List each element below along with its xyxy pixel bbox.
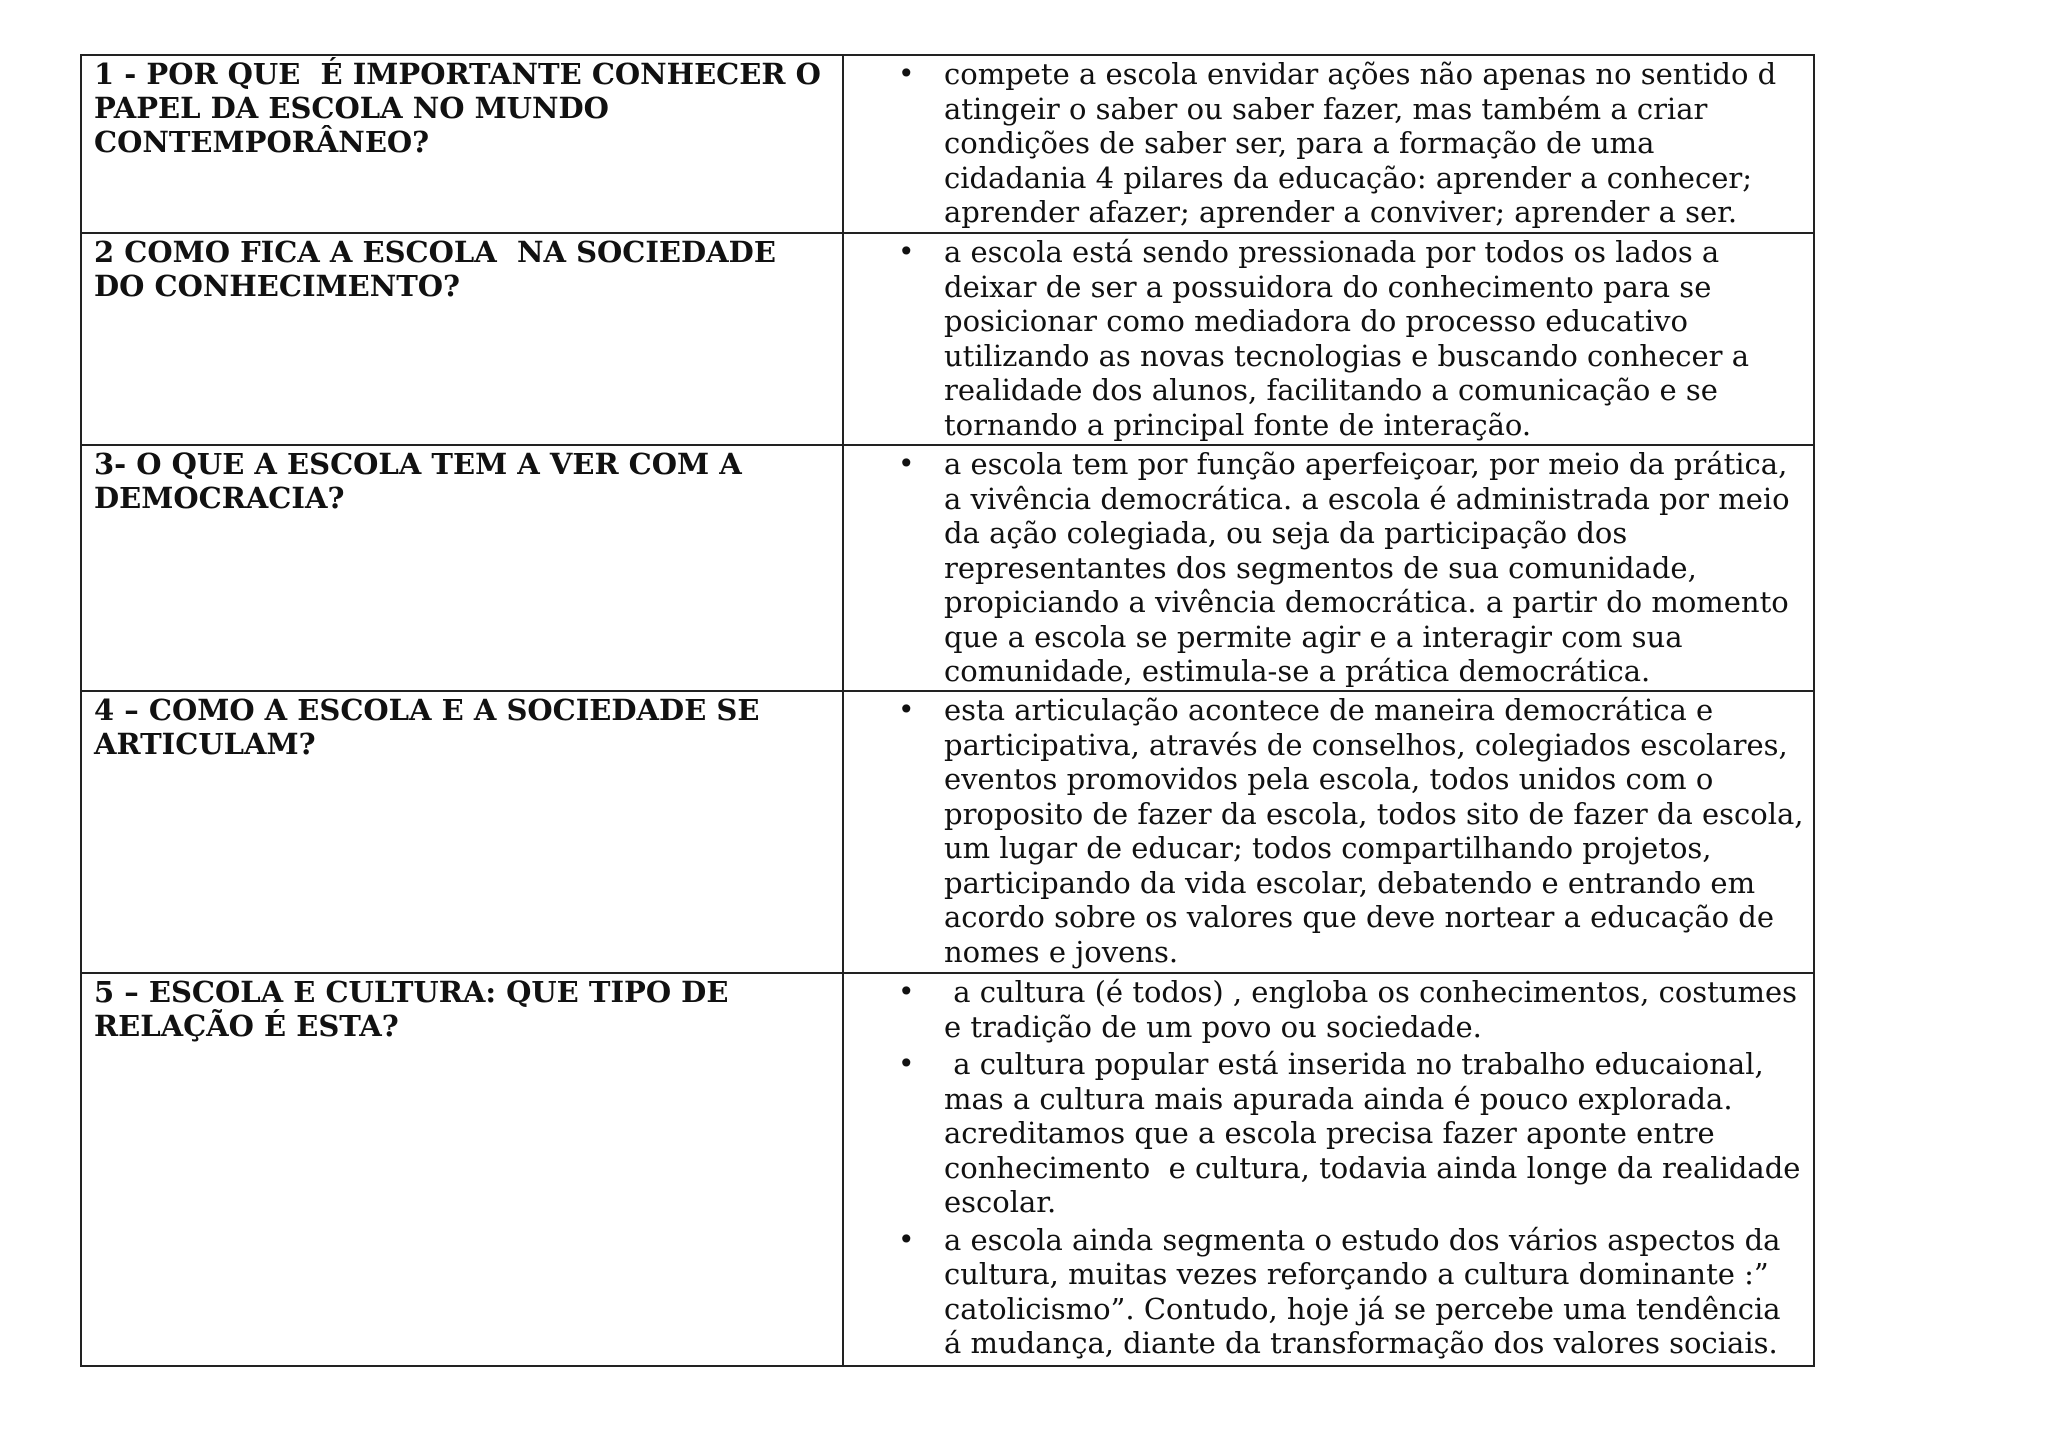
answer-text: a cultura popular está inserida no trabalho educaional, mas a cultura mais apurada ainda é pouco explorada. acreditamos que a escola precisa fazer aponte entre conhecimento e cultura, todavia ainda longe da realidade escolar.: [944, 1047, 1810, 1219]
answer-item: [844, 1047, 1810, 1220]
answer-text: a escola tem por função aperfeiçoar, por meio da prática, a vivência democrática. a escola é administrada por meio da ação colegiada, ou seja da participação dos representantes dos segmentos de sua comunidade, propiciando a vivência democrática. a partir do momento que a escola se permite agir e a interagir com sua comunidade, estimula-se a prática democrática.: [944, 447, 1799, 688]
question-text: 5 – ESCOLA E CULTURA: QUE TIPO DE RELAÇÃO É ESTA?: [94, 975, 739, 1043]
answer-text: a cultura (é todos) , engloba os conhecimentos, costumes e tradição de um povo ou sociedade.: [944, 975, 1807, 1044]
table-row-4: [81, 691, 1814, 973]
bullet-icon: •: [898, 1047, 915, 1080]
answer-item: [844, 235, 1805, 442]
answer-list: [844, 56, 1813, 230]
bullet-icon: •: [898, 57, 915, 90]
answer-item: [844, 57, 1805, 230]
question-cell: [81, 55, 843, 233]
answer-cell: [843, 445, 1814, 691]
question-text: 4 – COMO A ESCOLA E A SOCIEDADE SE ARTICULAM?: [94, 693, 770, 761]
question-cell: [81, 973, 843, 1366]
answer-item: [844, 693, 1813, 969]
answer-cell: [843, 233, 1814, 445]
answer-cell: [843, 691, 1814, 973]
answer-cell: [843, 55, 1814, 233]
table-row-5: [81, 973, 1814, 1366]
question-cell: [81, 233, 843, 445]
qa-table: [80, 54, 1815, 1367]
answer-item: [844, 975, 1805, 1044]
answer-item: [844, 447, 1805, 689]
answer-list: [844, 692, 1813, 969]
question-text: 1 - POR QUE É IMPORTANTE CONHECER O PAPEL DA ESCOLA NO MUNDO CONTEMPORÂNEO?: [94, 57, 831, 159]
answer-list: [844, 446, 1813, 689]
table-row-1: [81, 55, 1814, 233]
answer-text: esta articulação acontece de maneira democrática e participativa, através de conselhos, colegiados escolares, eventos promovidos pela escola, todos unidos com o proposito de fazer da escola, todos sito de fazer da escola, um lugar de educar; todos compartilhando projetos, participando da vida escolar, debatendo e entrando em acordo sobre os valores que deve nortear a educação de nomes e jovens.: [944, 693, 1813, 969]
bullet-icon: •: [898, 235, 915, 268]
question-text: 2 COMO FICA A ESCOLA NA SOCIEDADE DO CONHECIMENTO?: [94, 235, 787, 303]
answer-cell: [843, 973, 1814, 1366]
bullet-icon: •: [898, 447, 915, 480]
answer-text: compete a escola envidar ações não apenas no sentido d atingeir o saber ou saber fazer, mas também a criar condições de saber ser, para a formação de uma cidadania 4 pilares da educação: aprender a conhecer; aprender afazer; aprender a conviver; aprender a ser.: [944, 57, 1786, 229]
question-cell: [81, 691, 843, 973]
table-row-3: [81, 445, 1814, 691]
bullet-icon: •: [898, 975, 915, 1008]
answer-item: [844, 1223, 1805, 1361]
bullet-icon: •: [898, 693, 915, 726]
answer-text: a escola ainda segmenta o estudo dos vários aspectos da cultura, muitas vezes reforçando a cultura dominante :” catolicismo”. Contudo, hoje já se percebe uma tendência á mudança, diante da transformação dos valores sociais.: [944, 1222, 1790, 1360]
table-row-2: [81, 233, 1814, 445]
bullet-icon: •: [898, 1222, 915, 1256]
answer-text: a escola está sendo pressionada por todos os lados a deixar de ser a possuidora do conhecimento para se posicionar como mediadora do processo educativo utilizando as novas tecnologias e buscando conhecer a realidade dos alunos, facilitando a comunicação e se tornando a principal fonte de interação.: [944, 235, 1759, 442]
question-cell: [81, 445, 843, 691]
answer-list: [844, 234, 1813, 442]
answer-list: [844, 974, 1813, 1361]
question-text: 3- O QUE A ESCOLA TEM A VER COM A DEMOCRACIA?: [94, 447, 752, 515]
